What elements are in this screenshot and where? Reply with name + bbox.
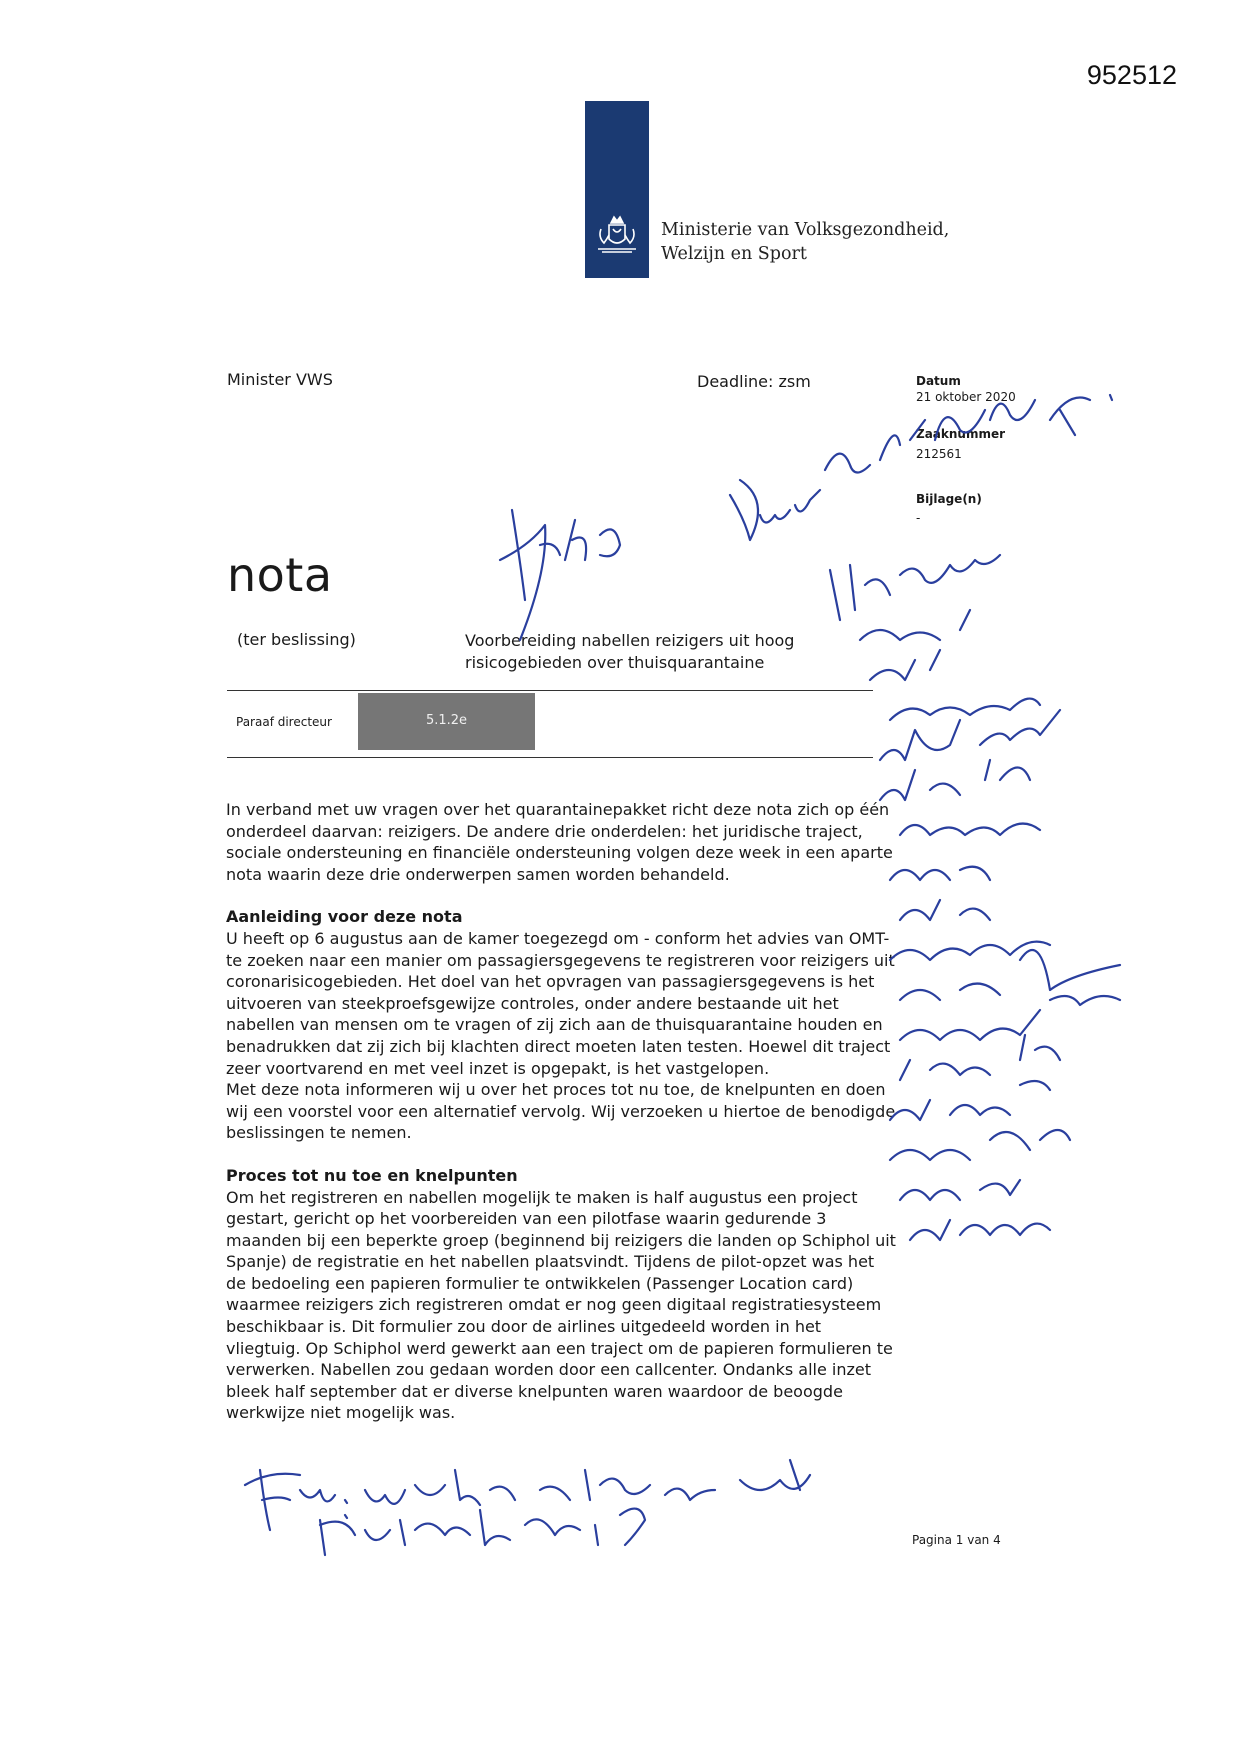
zaaknummer-label: Zaaknummer <box>916 427 1006 441</box>
deadline: Deadline: zsm <box>697 372 811 391</box>
document-title: nota <box>227 548 333 602</box>
redaction-code: 5.1.2e <box>425 713 468 728</box>
redaction-box <box>358 693 535 750</box>
section-heading-aanleiding: Aanleiding voor deze nota <box>226 907 463 927</box>
divider-top <box>227 690 873 691</box>
section-aanleiding-paragraph-1: U heeft op 6 augustus aan de kamer toegezegd om - conform het advies van OMT- te zoeken naar een manier om passagiersgegevens te registreren voor reizigers uit coronarisicogebieden. Het doel van het opvragen van passagiersgegevens is het uitvoeren van steekproefsgewijze controles, onder andere bestaande uit het nabellen van mensen om te vragen of zij zich aan de thuisquarantaine houden en benadrukken dat zij zich bij klachten direct moeten laten testen. Hoewel dit traject zeer voortvarend en met veel inzet is opgepakt, is het vastgelopen. <box>226 928 895 1078</box>
document-subtitle: (ter beslissing) <box>237 630 356 649</box>
handwritten-note-bottom <box>245 1460 810 1555</box>
zaaknummer-value: 212561 <box>916 447 962 461</box>
handwritten-paraph <box>500 510 620 640</box>
datum-value: 21 oktober 2020 <box>916 390 1016 404</box>
section-proces-paragraph-1: Om het registreren en nabellen mogelijk te maken is half augustus een project gestart, gericht op het voorbereiden van een pilotfase waarin gedurende 3 maanden bij een beperkte groep (beginnend bij reizigers die landen op Schiphol uit Spanje) de registratie en het nabellen plaatsvindt. Tijdens de pilot-opzet was het de bedoeling een papieren formulier te ontwikkelen (Passenger Location card) waarmee reizigers zich registreren omdat er nog geen digitaal registratiesysteem beschikbaar is. Dit formulier zou door de airlines uitgedeeld worden in het vliegtuig. Op Schiphol werd gewerkt aan een traject om de papieren formulieren te verwerken. Nabellen zou gedaan worden door een callcenter. Ondanks alle inzet bleek half september dat er diverse knelpunten waren waardoor de beoogde werkwijze niet mogelijk was. <box>226 1187 896 1423</box>
paraaf-label: Paraaf directeur <box>236 715 332 729</box>
document-id: 952512 <box>1086 60 1177 90</box>
subject <box>465 630 855 674</box>
ministry-name-line2: Welzijn en Sport <box>661 244 807 264</box>
intro-paragraph: In verband met uw vragen over het quarantainepakket richt deze nota zich op één onderdeel daarvan: reizigers. De andere drie onderdelen: het juridische traject, sociale ondersteuning en financiële ondersteuning volgen deze week in een aparte nota waarin deze drie onderwerpen samen worden behandeld. <box>226 800 893 884</box>
government-logo-bar <box>585 101 649 278</box>
divider-bottom <box>227 757 873 758</box>
subject-line2: risicogebieden over thuisquarantaine <box>465 653 765 672</box>
document-body <box>226 799 898 1424</box>
bijlage-label: Bijlage(n) <box>916 492 982 506</box>
crest-icon <box>592 209 642 257</box>
ministry-name <box>661 218 949 266</box>
bijlage-value: - <box>916 511 921 525</box>
datum-label: Datum <box>916 374 961 388</box>
section-heading-proces: Proces tot nu toe en knelpunten <box>226 1165 518 1185</box>
addressee: Minister VWS <box>227 370 333 389</box>
section-aanleiding-paragraph-2: Met deze nota informeren wij u over het proces tot nu toe, de knelpunten en doen wij een voorstel voor een alternatief vervolg. Wij verzoeken u hiertoe de benodigde beslissingen te nemen. <box>226 1080 896 1143</box>
page-number: Pagina 1 van 4 <box>912 1533 1001 1547</box>
ministry-name-line1: Ministerie van Volksgezondheid, <box>661 220 950 240</box>
subject-line1: Voorbereiding nabellen reizigers uit hoog <box>465 631 795 650</box>
handwritten-note-duurt-veel-te-lang <box>730 395 1112 540</box>
